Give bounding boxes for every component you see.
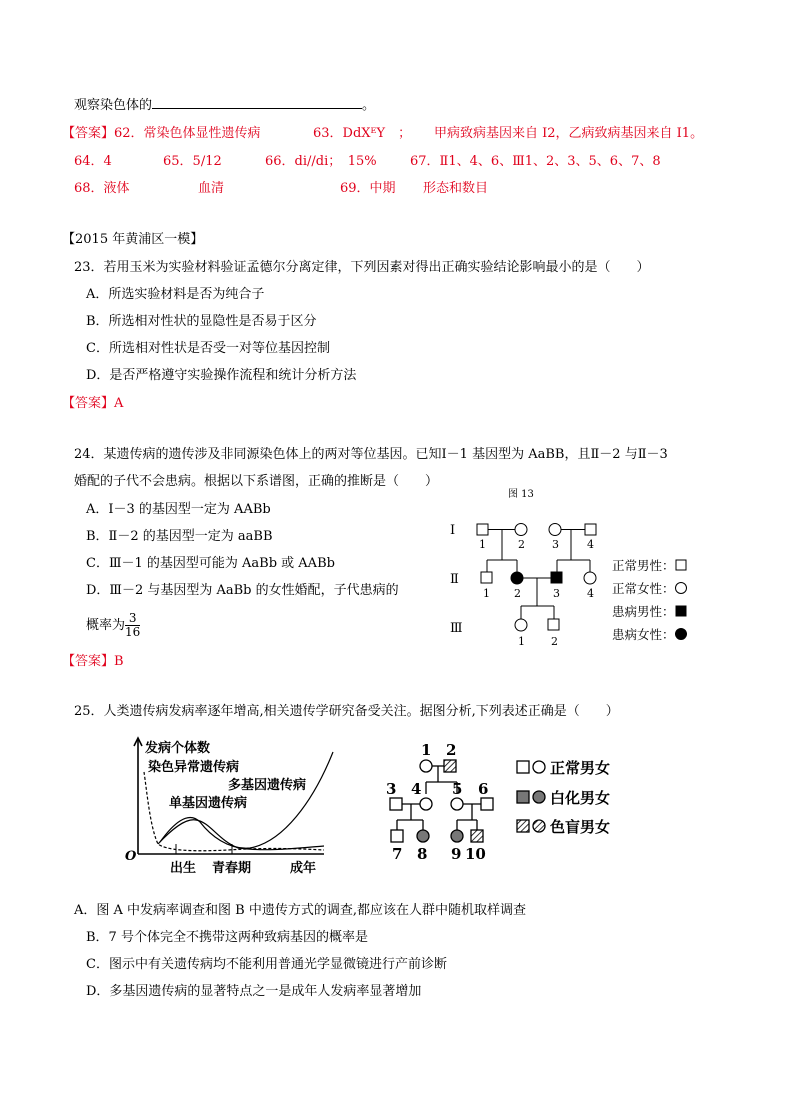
q24-option-a: A．Ⅰ－3 的基因型一定为 AABb — [86, 502, 271, 517]
ind4-female — [420, 798, 432, 810]
answer-blank — [152, 96, 362, 109]
q25-chart-a — [118, 732, 348, 882]
q24-option-c: C．Ⅲ－1 的基因型可能为 AaBb 或 AABb — [86, 556, 335, 571]
svg-text:10: 10 — [465, 845, 486, 863]
svg-text:4: 4 — [411, 780, 422, 798]
legend-normal-female — [533, 761, 545, 773]
gen2-3-affected-male — [551, 572, 562, 583]
legend-albino-female — [533, 791, 545, 803]
legend-colorblind-text: 色盲男女 — [550, 818, 611, 836]
answer-69b: 形态和数目 — [423, 181, 489, 196]
answer-68b: 血清 — [198, 181, 225, 196]
svg-text:4: 4 — [587, 538, 594, 551]
legend-square-open — [676, 560, 686, 570]
gen3-1-female — [515, 619, 527, 631]
svg-text:1: 1 — [518, 635, 525, 648]
q61-text: 观察染色体的 — [74, 98, 153, 113]
gen1-1-male — [477, 524, 488, 535]
gen2-2-affected-female — [511, 572, 523, 584]
svg-text:6: 6 — [478, 780, 489, 798]
ind3-male — [390, 798, 402, 810]
q24-option-d-tail: 概率为 $\frac{3}{16}$ — [86, 611, 141, 639]
gen1-3-female — [549, 524, 561, 536]
svg-text:9: 9 — [451, 845, 462, 863]
svg-text:5: 5 — [452, 780, 463, 798]
gen-label-1: Ⅰ — [450, 523, 456, 538]
gen2-1-male — [481, 572, 492, 583]
svg-text:7: 7 — [392, 845, 403, 863]
label-monogenic: 单基因遗传病 — [169, 796, 248, 811]
ind5-female — [451, 798, 463, 810]
ind7-male — [391, 830, 403, 842]
svg-text:8: 8 — [417, 845, 428, 863]
curve-monogenic — [158, 820, 324, 850]
svg-text:2: 2 — [551, 635, 558, 648]
q25-option-d: D．多基因遗传病的显著特点之一是成年人发病率显著增加 — [86, 984, 422, 999]
q25-option-a: A．图 A 中发病率调查和图 B 中遗传方式的调查,都应该在人群中随机取样调查 — [74, 903, 526, 918]
answer-line-1: 【答案】62．常染色体显性遗传病 — [62, 126, 261, 141]
q24-option-b: B．Ⅱ－2 的基因型一定为 aaBB — [86, 529, 273, 544]
legend-normal-text: 正常男女 — [550, 759, 611, 777]
legend-albino-text: 白化男女 — [550, 789, 611, 807]
gen2-4-female — [584, 572, 596, 584]
svg-text:3: 3 — [386, 780, 397, 798]
chart-ylabel: 发病个体数 — [145, 741, 211, 756]
q23-stem: 23．若用玉米为实验材料验证孟德尔分离定律，下列因素对得出正确实验结论影响最小的是（ ） — [74, 260, 650, 275]
answer-63: 63．DdXᴱY ； — [313, 126, 412, 141]
answer-69: 69．中期 — [340, 181, 396, 196]
q24-stem-2: 婚配的子代不会患病。根据以下系谱图，正确的推断是（ ） — [74, 474, 439, 489]
q25-option-c: C．图示中有关遗传病均不能利用普通光学显微镜进行产前诊断 — [86, 957, 447, 972]
q61-tail: 观察染色体的 。 — [74, 98, 376, 113]
legend-square-filled — [676, 606, 686, 616]
gen1-4-male — [585, 524, 596, 535]
label-chromosome: 染色异常遗传病 — [148, 760, 240, 775]
q25-pedigree-b — [380, 740, 630, 865]
answer-68: 68．液体 — [74, 181, 130, 196]
ind10-colorblind-male — [471, 830, 483, 842]
q24-option-d: D．Ⅲ－2 与基因型为 AaBb 的女性婚配，子代患病的 — [86, 583, 399, 598]
q25-option-b: B．7 号个体完全不携带这两种致病基因的概率是 — [86, 930, 368, 945]
answer-65: 65．5/12 — [163, 154, 222, 169]
svg-text:4: 4 — [587, 587, 594, 600]
probability-fraction: $\frac{3}{16}$ — [125, 611, 141, 639]
xtick-puberty: 青春期 — [212, 861, 252, 876]
legend-normal-male — [517, 761, 529, 773]
section-title: 【2015 年黄浦区一模】 — [62, 232, 204, 247]
answer-66: 66．di//di； 15% — [265, 154, 377, 169]
legend-affected-female: 患病女性： — [612, 627, 675, 642]
svg-text:3: 3 — [552, 538, 559, 551]
q23-option-c: C．所选相对性状是否受一对等位基因控制 — [86, 341, 330, 356]
legend-circle-filled — [676, 629, 687, 640]
label-polygenic: 多基因遗传病 — [228, 778, 307, 793]
gen1-2-female — [515, 524, 527, 536]
q23-option-a: A．所选实验材料是否为纯合子 — [86, 287, 265, 302]
legend-colorblind-male — [517, 820, 529, 832]
ind6-male — [481, 798, 493, 810]
answer-67: 67．Ⅱ1、4、6、Ⅲ1、2、3、5、6、7、8 — [410, 154, 661, 169]
ind8-albino-female — [417, 830, 429, 842]
legend-normal-female: 正常女性： — [612, 581, 675, 596]
svg-text:2: 2 — [514, 587, 521, 600]
q23-option-b: B．所选相对性状的显隐性是否易于区分 — [86, 314, 317, 329]
svg-text:1: 1 — [483, 587, 490, 600]
q23-option-d: D．是否严格遵守实验操作流程和统计分析方法 — [86, 368, 357, 383]
chart-origin: O — [125, 849, 137, 864]
gen3-2-male — [548, 619, 559, 630]
legend-normal-male: 正常男性： — [612, 558, 675, 573]
legend-colorblind-female — [533, 820, 545, 832]
svg-text:1: 1 — [421, 741, 432, 759]
q25-stem: 25．人类遗传病发病率逐年增高,相关遗传学研究备受关注。据图分析,下列表述正确是（ ） — [74, 704, 619, 719]
q24-pedigree-figure — [440, 482, 710, 662]
legend-albino-male — [517, 791, 529, 803]
gen-label-2: Ⅱ — [450, 572, 459, 587]
svg-text:2: 2 — [518, 538, 525, 551]
answer-64: 64．4 — [74, 154, 112, 169]
ind9-albino-female — [451, 830, 463, 842]
xtick-birth: 出生 — [170, 861, 197, 876]
legend-affected-male: 患病男性： — [612, 604, 675, 619]
xtick-adult: 成年 — [290, 861, 317, 876]
svg-text:1: 1 — [479, 538, 486, 551]
legend-circle-open — [676, 583, 687, 594]
q24-answer: 【答案】B — [62, 654, 124, 669]
q23-answer: 【答案】A — [62, 396, 124, 411]
ind2-colorblind-male — [444, 760, 456, 772]
figure-title: 图 13 — [508, 489, 534, 500]
gen-label-3: Ⅲ — [450, 621, 463, 636]
answer-63-note: 甲病致病基因来自 I2，乙病致病基因来自 I1。 — [434, 126, 704, 141]
svg-text:2: 2 — [446, 741, 457, 759]
svg-text:3: 3 — [553, 587, 560, 600]
q24-stem-1: 24．某遗传病的遗传涉及非同源染色体上的两对等位基因。已知Ⅰ－1 基因型为 AaBB，且Ⅱ－2 与Ⅱ－3 — [74, 447, 668, 462]
ind1-female — [420, 760, 432, 772]
